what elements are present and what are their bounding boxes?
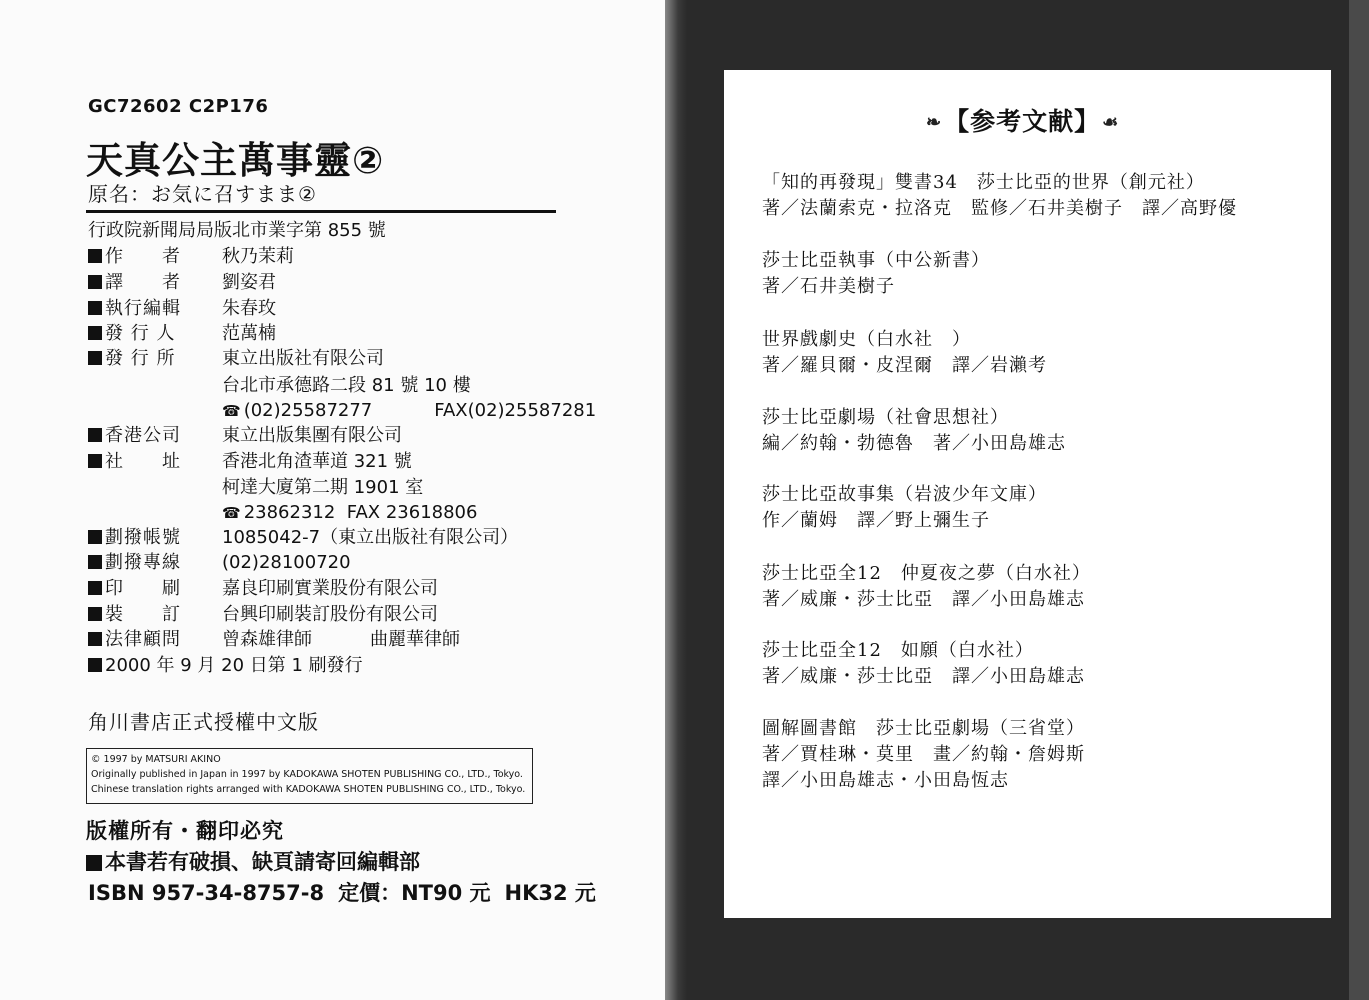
bullet-mark (88, 581, 102, 595)
bullet-mark (88, 530, 102, 544)
bullet-mark (86, 855, 102, 871)
bullet-mark (88, 632, 102, 646)
bullet-mark (88, 351, 102, 365)
bullet-mark (88, 658, 102, 672)
publisher-address: 台北市承德路二段 81 號 10 樓 (222, 375, 471, 396)
book-spine (665, 0, 687, 1000)
row-editor: 執行編輯 朱春玫 (88, 297, 276, 321)
phone-icon: ☎ (222, 504, 241, 522)
row-translator: 譯 者 劉姿君 (88, 271, 276, 295)
book-title: 天真公主萬事靈② (86, 139, 385, 182)
copyright-box: © 1997 by MATSURI AKINO Originally published in Japan in 1997 by KADOKAWA SHOTEN PUBLISHING CO., LTD., Tokyo. Chinese translation rights arranged with KADOKAWA SHOTEN PUBLISHING CO., LTD., Tokyo. (86, 748, 533, 804)
row-hk-company: 香港公司 東立出版集團有限公司 (88, 424, 402, 448)
license-number: 行政院新聞局局版北市業字第 855 號 (88, 220, 386, 241)
bullet-mark (88, 301, 102, 315)
rights-statement: 版權所有・翻印必究 (86, 819, 284, 843)
row-publisher: 發 行 所 東立出版社有限公司 (88, 347, 384, 371)
row-author: 作 者 秋乃茉莉 (88, 245, 294, 269)
page-edge (1349, 0, 1369, 1000)
bullet-mark (88, 555, 102, 569)
reference-entry: 莎士比亞全12 仲夏夜之夢（白水社） 著／威廉・莎士比亞 譯／小田島雄志 (762, 563, 1091, 610)
product-code: GC72602 C2P176 (88, 96, 269, 117)
bullet-mark (88, 326, 102, 340)
reference-entry: 圖解圖書館 莎士比亞劇場（三省堂） 著／賈桂琳・莫里 畫／約翰・詹姆斯 譯／小田島雄志・小田島恆志 (762, 718, 1085, 791)
bullet-mark (88, 454, 102, 468)
reference-entry: 世界戲劇史（白水社 ） 著／羅貝爾・皮涅爾 譯／岩瀨考 (762, 329, 1047, 376)
publisher-contact: ☎ (02)25587277 FAX(02)25587281 (222, 400, 597, 421)
return-notice: 本書若有破損、缺頁請寄回編輯部 (86, 846, 420, 876)
colophon-page (0, 0, 665, 1000)
row-transfer-line: 劃撥專線 (02)28100720 (88, 551, 351, 575)
row-date: 2000 年 9 月 20 日第 1 刷發行 (88, 654, 363, 678)
row-printing: 印 刷 嘉良印刷實業股份有限公司 (88, 577, 438, 601)
ornament-left-icon: ❧ (926, 112, 943, 133)
row-transfer-account: 劃撥帳號 1085042-7（東立出版社有限公司） (88, 526, 518, 550)
authorization-line: 角川書店正式授權中文版 (88, 710, 319, 734)
divider (86, 210, 556, 213)
hk-address-2: 柯達大廈第二期 1901 室 (222, 477, 424, 498)
bullet-mark (88, 428, 102, 442)
bullet-mark (88, 249, 102, 263)
bullet-mark (88, 275, 102, 289)
row-legal: 法律顧問 曾森雄律師 曲麗華律師 (88, 628, 460, 652)
hk-contact: ☎ 23862312 FAX 23618806 (222, 502, 478, 523)
row-binding: 裝 訂 台興印刷裝訂股份有限公司 (88, 603, 438, 627)
isbn-price: ISBN 957-34-8757-8 定價：NT90 元 HK32 元 (88, 881, 596, 905)
bullet-mark (88, 607, 102, 621)
original-name: 原名：お気に召すまま② (88, 182, 317, 206)
reference-entry: 莎士比亞全12 如願（白水社） 著／威廉・莎士比亞 譯／小田島雄志 (762, 640, 1085, 687)
row-hk-address: 社 址 香港北角渣華道 321 號 (88, 450, 412, 474)
phone-icon: ☎ (222, 402, 241, 420)
reference-entry: 莎士比亞執事（中公新書） 著／石井美樹子 (762, 250, 990, 297)
reference-entry: 莎士比亞劇場（社會思想社） 編／約翰・勃德魯 著／小田島雄志 (762, 407, 1066, 454)
ornament-right-icon: ☙ (1102, 112, 1120, 133)
reference-entry: 「知的再發現」雙書34 莎士比亞的世界（創元社） 著／法蘭索克・拉洛克 監修／石井美樹子 譯／高野優 (762, 172, 1237, 219)
row-publisher-person: 發 行 人 范萬楠 (88, 322, 276, 346)
reference-entry: 莎士比亞故事集（岩波少年文庫） 作／蘭姆 譯／野上彌生子 (762, 484, 1047, 531)
references-title: ❧【参考文献】 ☙ (926, 107, 1120, 136)
